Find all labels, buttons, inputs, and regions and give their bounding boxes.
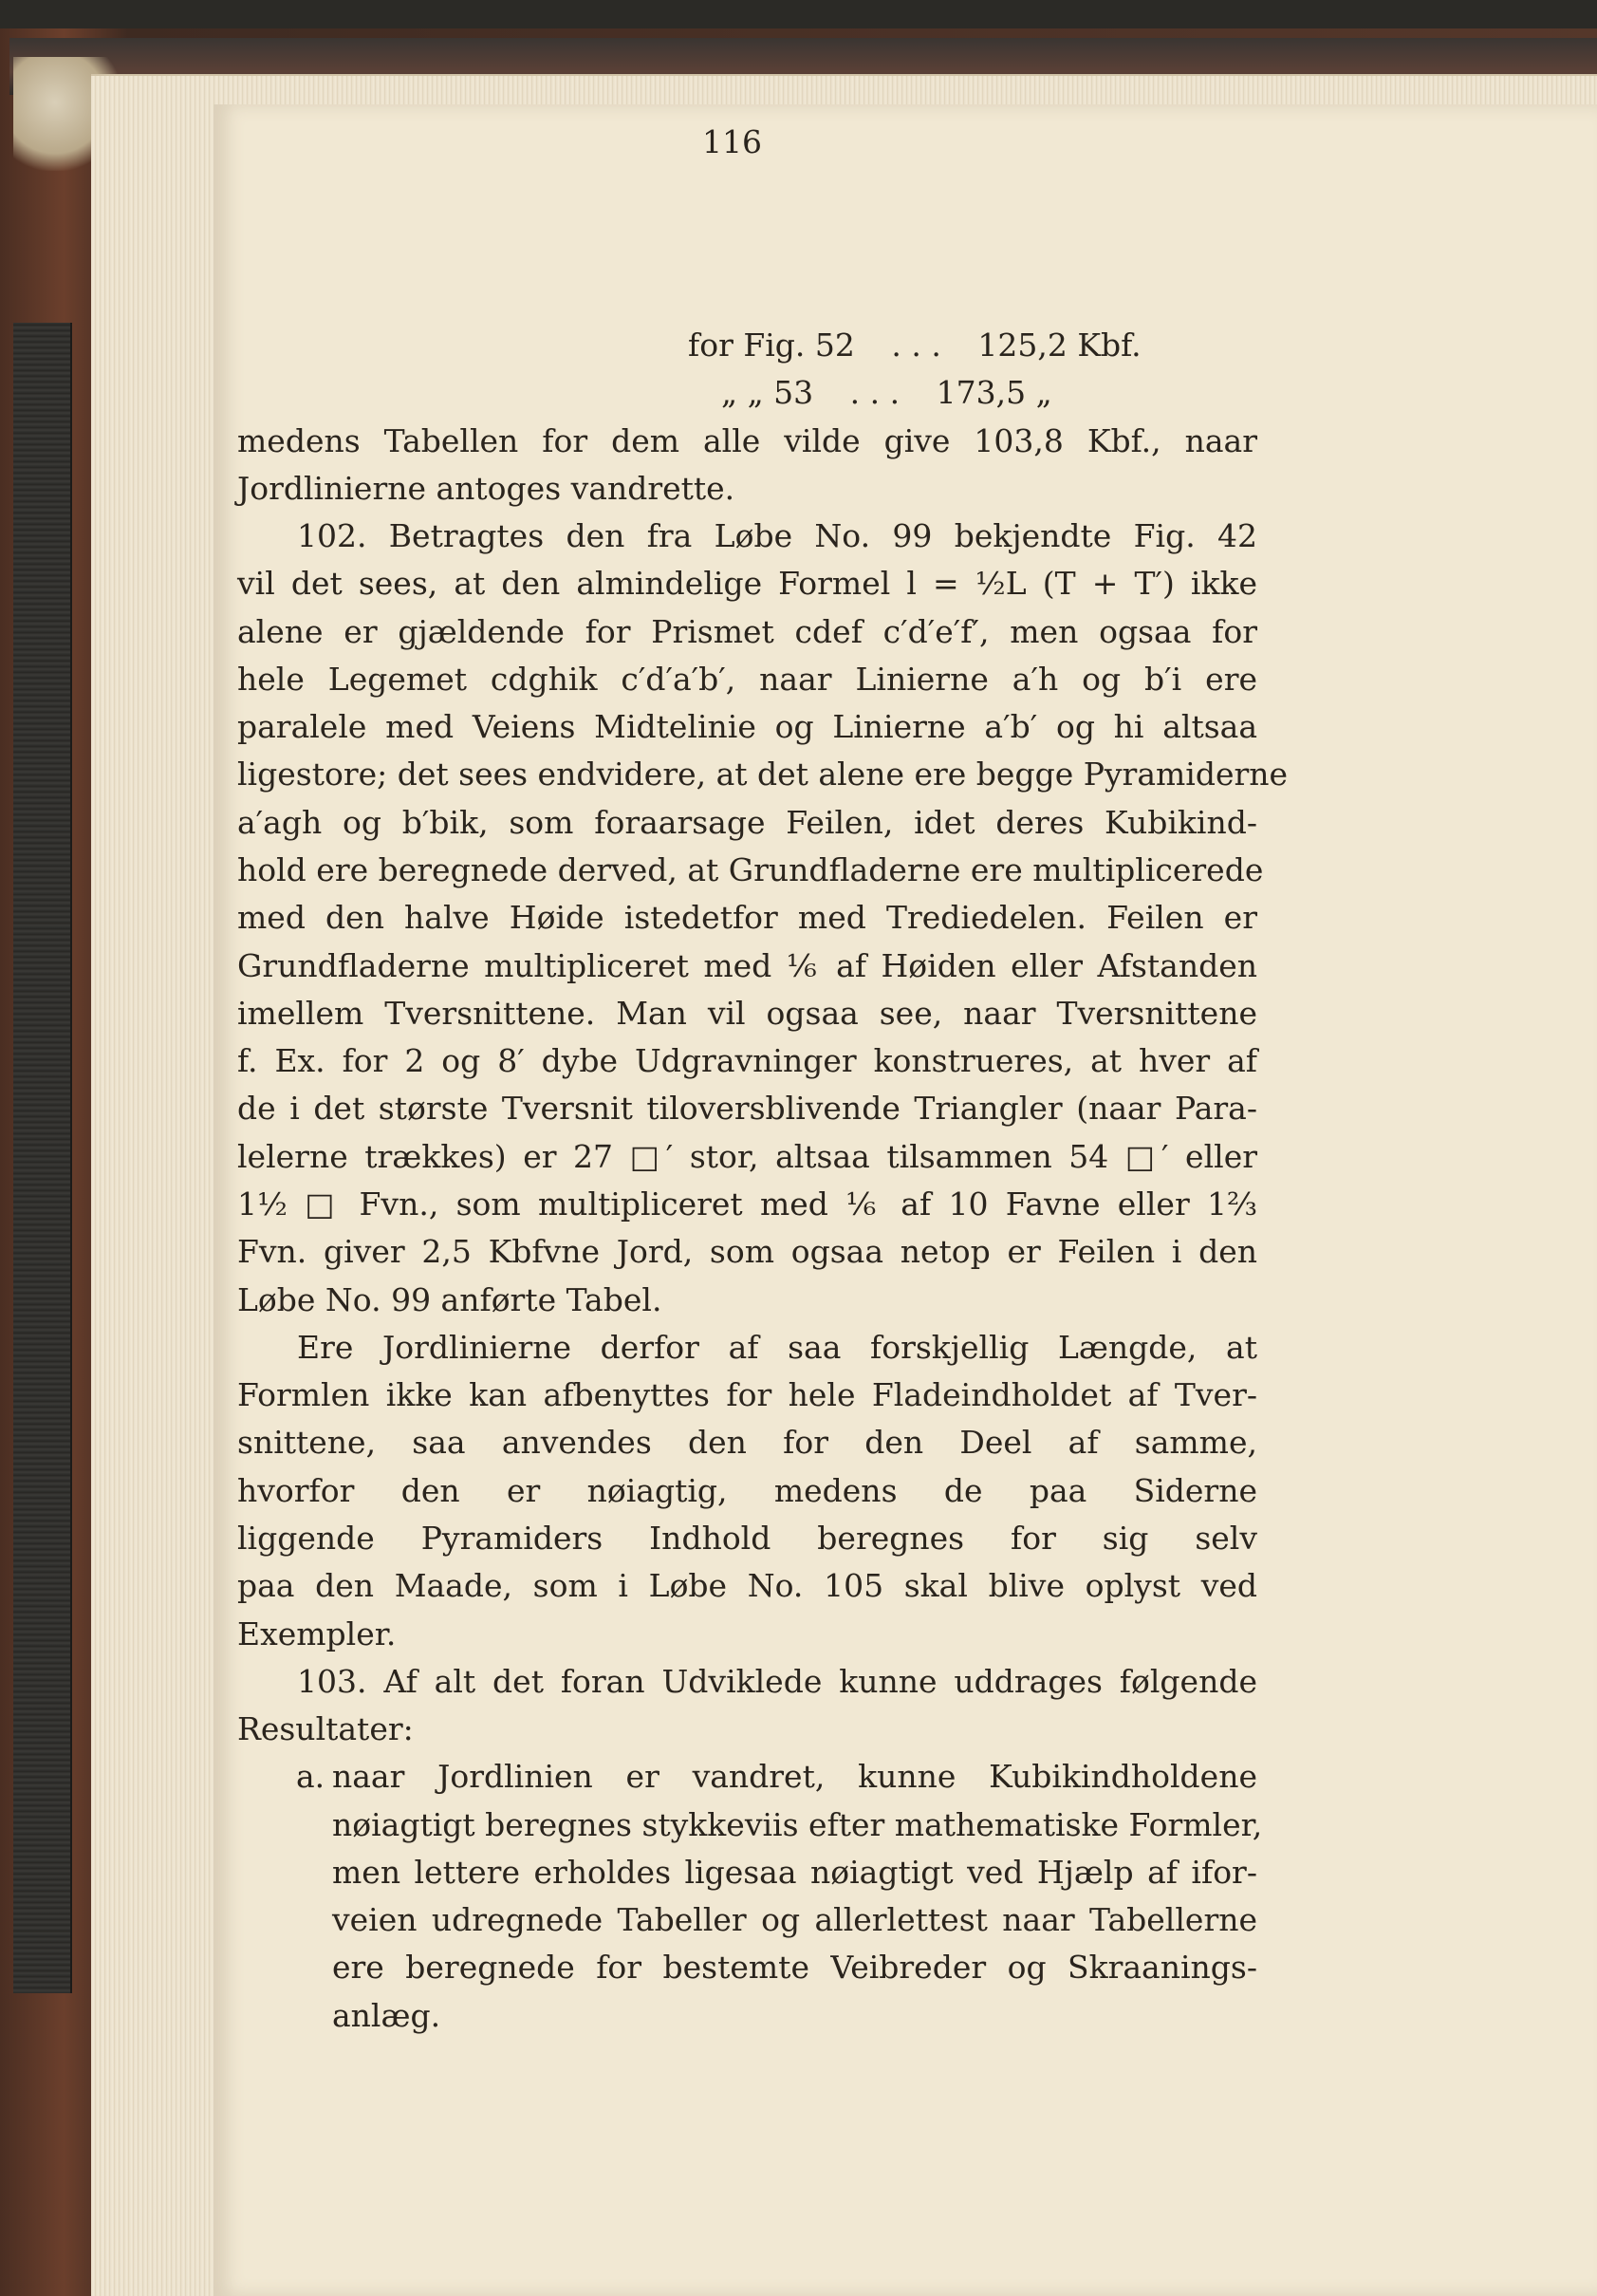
text-line: lelerne trækkes) er 27 □′ stor, altsaa tilsammen 54 □′ eller <box>237 1138 1257 1175</box>
table-row-dots: . . . <box>891 327 941 364</box>
list-item-line: nøiagtigt beregnes stykkeviis efter mathematiske Formler, <box>332 1806 1263 1843</box>
text-line: liggende Pyramiders Indhold beregnes for sig selv <box>237 1520 1257 1557</box>
text-line: ligestore; det sees endvidere, at det alene ere begge Pyramiderne <box>237 756 1289 793</box>
text-line: medens Tabellen for dem alle vilde give 103,8 Kbf., naar <box>237 422 1257 459</box>
table-row-prefix: for Fig. 52 <box>688 327 855 364</box>
list-item-line: naar Jordlinien er vandret, kunne Kubikindholdene <box>332 1758 1257 1795</box>
text-line: 102. Betragtes den fra Løbe No. 99 bekjendte Fig. 42 <box>297 517 1257 554</box>
text-line: hele Legemet cdghik c′d′a′b′, naar Linierne a′h og b′i ere <box>237 661 1257 698</box>
table-row-value: 173,5 „ <box>936 374 1052 411</box>
list-item-line: ere beregnede for bestemte Veibreder og Skraanings- <box>332 1949 1257 1986</box>
text-line: de i det største Tversnit tiloversblivende Triangler (naar Para- <box>237 1090 1257 1127</box>
text-line: paa den Maade, som i Løbe No. 105 skal blive oplyst ved <box>237 1567 1257 1604</box>
table-row-prefix: „ „ 53 <box>721 374 814 411</box>
text-line: Exempler. <box>237 1615 397 1652</box>
text-line: f. Ex. for 2 og 8′ dybe Udgravninger konstrueres, at hver af <box>237 1042 1257 1079</box>
text-line: a′agh og b′bik, som foraarsage Feilen, idet deres Kubikind- <box>237 804 1257 841</box>
text-line: imellem Tversnittene. Man vil ogsaa see, naar Tversnittene <box>237 995 1257 1032</box>
text-line: paralele med Veiens Midtelinie og Linierne a′b′ og hi altsaa <box>237 708 1257 745</box>
text-line: Resultater: <box>237 1710 414 1747</box>
text-line: snittene, saa anvendes den for den Deel af samme, <box>237 1424 1257 1461</box>
text-line: 1½ □ Fvn., som multipliceret med ⅙ af 10 Favne eller 1⅔ <box>237 1185 1257 1223</box>
list-item-line: veien udregnede Tabeller og allerlettest naar Tabellerne <box>332 1901 1257 1938</box>
list-item-line: men lettere erholdes ligesaa nøiagtigt ved Hjælp af ifor- <box>332 1854 1257 1891</box>
page-number: 116 <box>702 123 762 160</box>
text-line: vil det sees, at den almindelige Formel l = ½L (T + T′) ikke <box>237 565 1257 602</box>
table-row <box>688 322 1142 369</box>
table-row-dots: . . . <box>849 374 901 411</box>
text-line: Løbe No. 99 anførte Tabel. <box>237 1281 662 1318</box>
list-item-line: anlæg. <box>332 1997 441 2034</box>
text-line: Formlen ikke kan afbenyttes for hele Fladeindholdet af Tver- <box>237 1376 1257 1413</box>
text-line: Grundfladerne multipliceret med ⅙ af Høiden eller Afstanden <box>237 947 1257 984</box>
spine-cloth <box>13 323 72 1993</box>
table-row-value: 125,2 Kbf. <box>977 327 1142 364</box>
text-line: 103. Af alt det foran Udviklede kunne uddrages følgende <box>297 1663 1257 1700</box>
text-line: alene er gjældende for Prismet cdef c′d′e′f′, men ogsaa for <box>237 613 1257 650</box>
text-line: hvorfor den er nøiagtig, medens de paa Siderne <box>237 1472 1257 1509</box>
text-line: Fvn. giver 2,5 Kbfvne Jord, som ogsaa netop er Feilen i den <box>237 1233 1257 1270</box>
text-line: hold ere beregnede derved, at Grundfladerne ere multiplicerede <box>237 851 1264 888</box>
text-line: Jordlinierne antoges vandrette. <box>237 470 735 507</box>
table-row <box>721 369 1052 417</box>
list-item-label: a. <box>296 1758 325 1795</box>
text-line: Ere Jordlinierne derfor af saa forskjellig Længde, at <box>297 1329 1257 1366</box>
text-line: med den halve Høide istedetfor med Trediedelen. Feilen er <box>237 899 1257 936</box>
